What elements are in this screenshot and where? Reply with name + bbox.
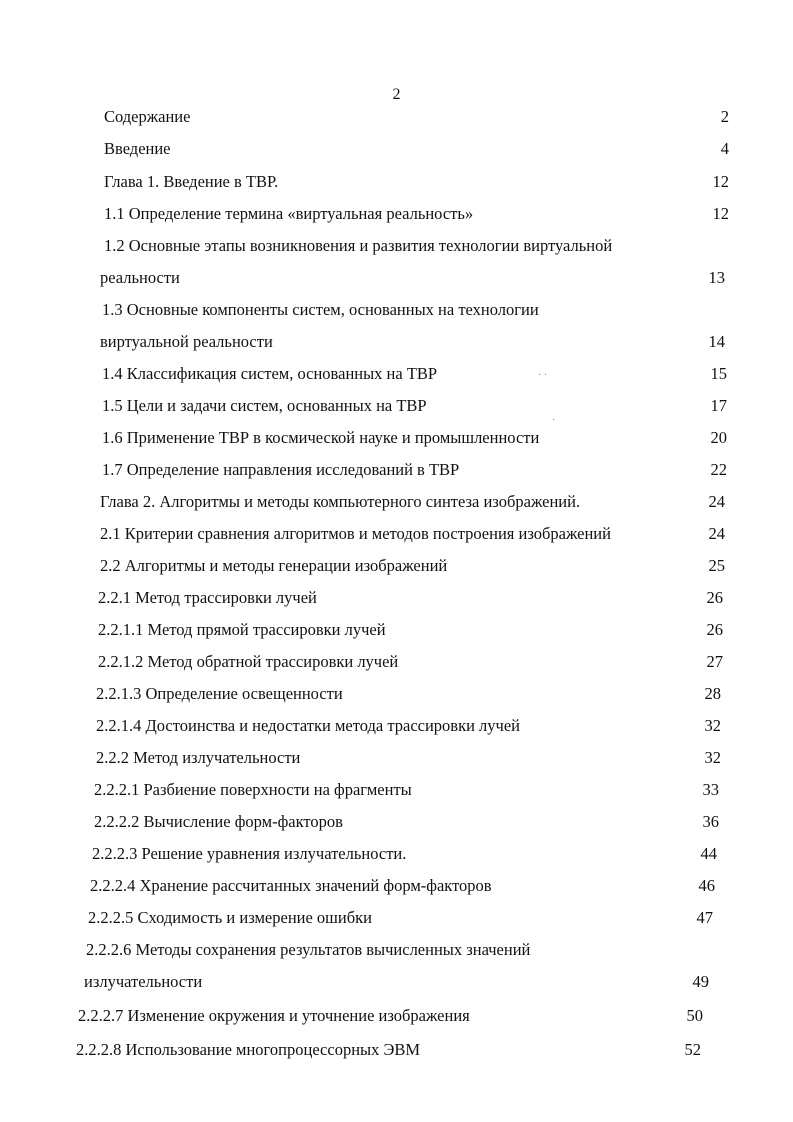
toc-line: [76, 1038, 701, 1062]
toc-line: [78, 1004, 703, 1028]
toc-line-text: 2.2.2 Метод излучательности: [96, 748, 301, 767]
toc-line-page: 50: [686, 1006, 703, 1025]
toc-line-text: 1.6 Применение ТВР в космической науке и промышленности: [102, 428, 540, 447]
toc-line-text: Содержание: [104, 107, 191, 126]
toc-line-page: 47: [696, 908, 713, 927]
toc-line-page: 46: [698, 876, 715, 895]
toc-line: [94, 778, 719, 802]
toc-line-text: 2.2.2.8 Использование многопроцессорных ЭВМ: [76, 1040, 421, 1059]
toc-line-text: 2.2 Алгоритмы и методы генерации изображений: [100, 556, 448, 575]
toc-line-text: 2.2.1.4 Достоинства и недостатки метода трассировки лучей: [96, 716, 520, 735]
toc-line-page: 26: [706, 588, 723, 607]
toc-line: [96, 746, 721, 770]
toc-line-text: 2.1 Критерии сравнения алгоритмов и методов построения изображений: [100, 524, 611, 543]
scan-speck: · ·: [538, 370, 548, 381]
toc-line-page: 36: [702, 812, 719, 831]
toc-line-text: Глава 1. Введение в ТВР.: [104, 172, 279, 191]
toc-line: [98, 650, 723, 674]
toc-line: [96, 682, 721, 706]
toc-line: [104, 137, 729, 161]
toc-line-text: 2.2.1.3 Определение освещенности: [96, 684, 343, 703]
toc-line: [100, 522, 725, 546]
toc-line: [100, 490, 725, 514]
toc-line: [104, 234, 729, 258]
toc-line-text: 2.2.2.6 Методы сохранения результатов вычисленных значений: [86, 940, 531, 959]
toc-line: [104, 202, 729, 226]
toc-line-text: 1.2 Основные этапы возникновения и развития технологии виртуальной: [104, 236, 613, 255]
toc-line-text: реальности: [100, 268, 180, 287]
toc-line: [102, 458, 727, 482]
toc-line-page: 28: [704, 684, 721, 703]
toc-line: [98, 586, 723, 610]
toc-line-text: 2.2.2.5 Сходимость и измерение ошибки: [88, 908, 372, 927]
toc-line-text: 1.3 Основные компоненты систем, основанных на технологии: [102, 300, 539, 319]
toc-line-text: виртуальной реальности: [100, 332, 273, 351]
toc-line: [100, 330, 725, 354]
page-number: 2: [392, 86, 401, 103]
toc-line-text: 2.2.1.2 Метод обратной трассировки лучей: [98, 652, 399, 671]
toc-line-page: 15: [710, 364, 727, 383]
toc-line-page: 12: [712, 204, 729, 223]
toc-line: [102, 394, 727, 418]
toc-line-page: 12: [712, 172, 729, 191]
toc-line-page: 52: [684, 1040, 701, 1059]
toc-line-page: 49: [692, 972, 709, 991]
toc-line-text: 1.5 Цели и задачи систем, основанных на ТВР: [102, 396, 427, 415]
toc-line-text: Введение: [104, 139, 171, 158]
toc-line-page: 44: [700, 844, 717, 863]
toc-line-text: 2.2.2.1 Разбиение поверхности на фрагменты: [94, 780, 412, 799]
toc-line-text: 2.2.1 Метод трассировки лучей: [98, 588, 317, 607]
toc-line-text: 2.2.2.7 Изменение окружения и уточнение изображения: [78, 1006, 470, 1025]
toc-line: [88, 906, 713, 930]
toc-line: [98, 618, 723, 642]
scan-speck: ·: [552, 415, 556, 426]
toc-line: [100, 266, 725, 290]
toc-line-page: 32: [704, 716, 721, 735]
toc-line-text: 2.2.2.3 Решение уравнения излучательности.: [92, 844, 407, 863]
toc-line: [104, 170, 729, 194]
toc-line: [102, 426, 727, 450]
toc-line: [90, 874, 715, 898]
toc-line: [102, 362, 727, 386]
toc-line-page: 32: [704, 748, 721, 767]
toc-line-page: 17: [710, 396, 727, 415]
toc-line-page: 4: [720, 139, 729, 158]
toc-line: [100, 554, 725, 578]
toc-line: [92, 842, 717, 866]
toc-line-page: 13: [708, 268, 725, 287]
toc-line: [104, 105, 729, 129]
toc-line-page: 25: [708, 556, 725, 575]
toc-line-text: 2.2.2.4 Хранение рассчитанных значений форм-факторов: [90, 876, 492, 895]
toc-line-page: 22: [710, 460, 727, 479]
toc-line-page: 2: [720, 107, 729, 126]
toc-line-text: 2.2.1.1 Метод прямой трассировки лучей: [98, 620, 386, 639]
toc-line: [86, 938, 711, 962]
toc-line-page: 33: [702, 780, 719, 799]
toc-line-text: 1.1 Определение термина «виртуальная реальность»: [104, 204, 474, 223]
toc-line: [102, 298, 727, 322]
toc-line-page: 20: [710, 428, 727, 447]
toc-line-text: излучательности: [84, 972, 203, 991]
toc-line-page: 24: [708, 524, 725, 543]
toc-line-text: 1.4 Классификация систем, основанных на ТВР: [102, 364, 438, 383]
toc-line: [84, 970, 709, 994]
toc-line-page: 24: [708, 492, 725, 511]
toc-line-page: 14: [708, 332, 725, 351]
toc-line-page: 27: [706, 652, 723, 671]
toc-line: [94, 810, 719, 834]
toc-line-text: 2.2.2.2 Вычисление форм-факторов: [94, 812, 343, 831]
toc-line-text: Глава 2. Алгоритмы и методы компьютерного синтеза изображений.: [100, 492, 581, 511]
toc-line-text: 1.7 Определение направления исследований в ТВР: [102, 460, 460, 479]
toc-line: [96, 714, 721, 738]
toc-line-page: 26: [706, 620, 723, 639]
